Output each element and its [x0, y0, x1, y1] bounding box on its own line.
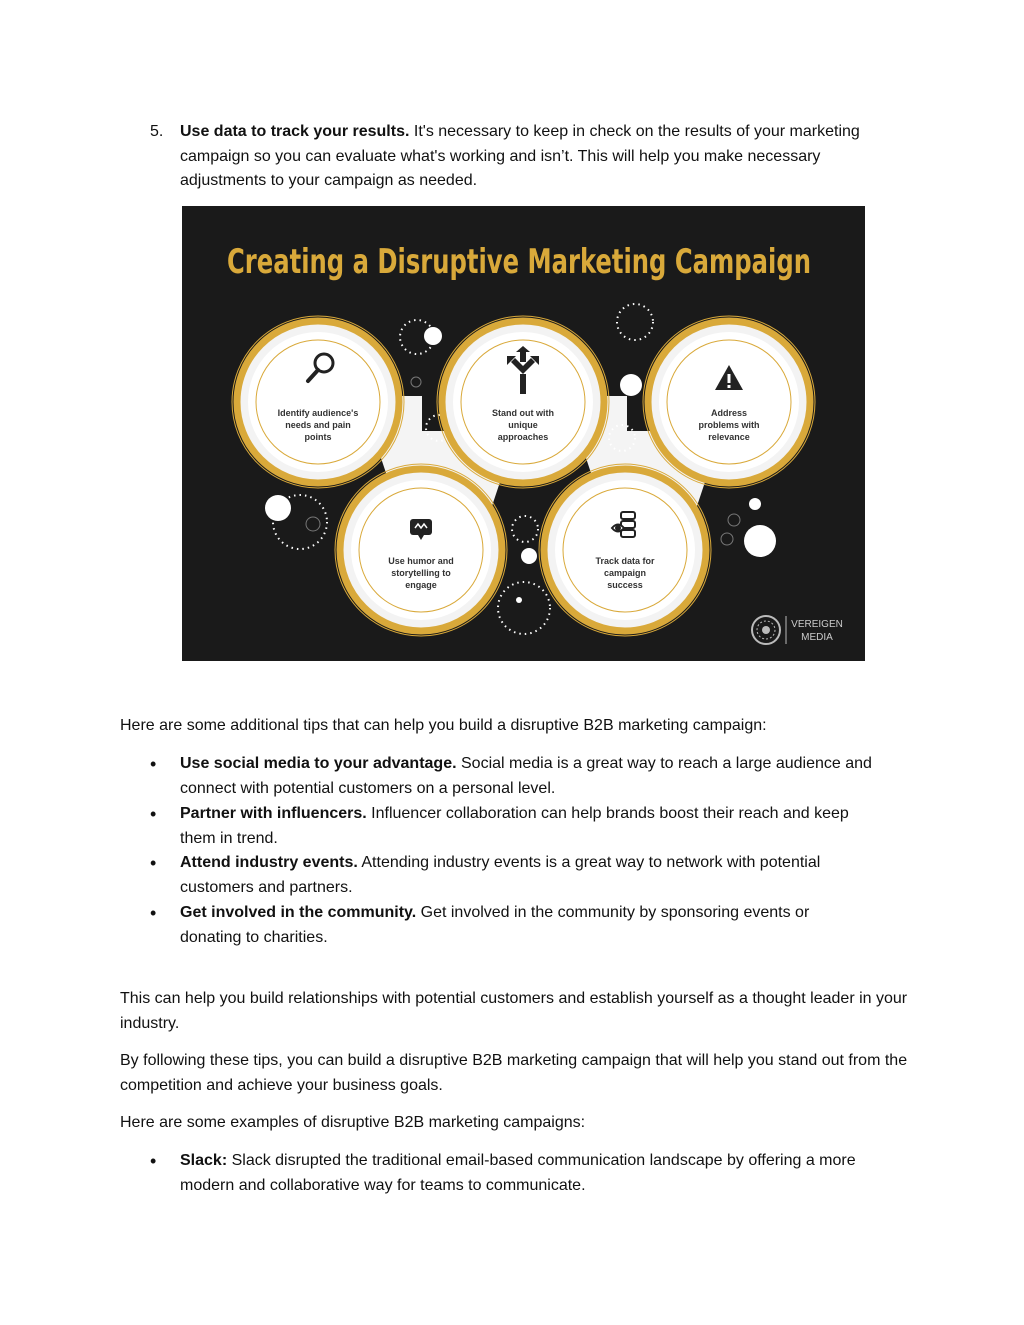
- step-label-line: Stand out with: [492, 408, 554, 418]
- paragraph: Here are some examples of disruptive B2B marketing campaigns:: [120, 1114, 586, 1131]
- bullet: •: [150, 903, 157, 923]
- list-item-bold: Slack:: [180, 1152, 228, 1169]
- item-number: 5.: [150, 123, 164, 140]
- step-label-line: approaches: [497, 432, 549, 442]
- step-label-line: unique: [508, 420, 538, 430]
- list-item-bold: Use social media to your advantage.: [180, 755, 457, 772]
- step-label-line: relevance: [708, 432, 750, 442]
- logo-line1: VEREIGEN: [791, 619, 843, 630]
- list-item-text: Influencer collaboration can help brands boost their reach and keep: [366, 805, 849, 822]
- step-label-line: Identify audience's: [277, 408, 359, 418]
- step-label-line: needs and pain: [285, 420, 351, 430]
- step-label-line: campaign: [603, 568, 647, 578]
- list-item-bold: Attend industry events.: [180, 854, 358, 871]
- step-label-line: points: [304, 432, 332, 442]
- logo-line2: MEDIA: [801, 632, 833, 643]
- tips-intro: Here are some additional tips that can help you build a disruptive B2B marketing campaign:: [120, 717, 767, 734]
- bullet: •: [150, 853, 157, 873]
- item-body: It's necessary to keep in check on the results of your marketing campaign so you can evaluate what's working and isn’t. This will help you make necessary adjustments to your campaign as needed.: [180, 123, 860, 189]
- bullet: •: [150, 804, 157, 824]
- paragraph: By following these tips, you can build a disruptive B2B marketing campaign that will help you stand out from the competition and achieve your business goals.: [120, 1052, 908, 1094]
- step-label-line: Address: [710, 408, 748, 418]
- item-bold: Use data to track your results.: [180, 123, 410, 140]
- bullet: •: [150, 754, 157, 774]
- paragraph: This can help you build relationships with potential customers and establish yourself as a thought leader in your industry.: [120, 990, 908, 1032]
- step-label-line: engage: [405, 580, 437, 590]
- list-item-text: Attending industry events is a great way to network with potential: [357, 854, 821, 871]
- step-label-line: Track data for: [595, 556, 655, 566]
- item-text: [180, 120, 905, 194]
- list-item-bold: Get involved in the community.: [180, 904, 417, 921]
- list-item-text: Get involved in the community by sponsoring events or: [416, 904, 810, 921]
- list-item-bold: Partner with influencers.: [180, 805, 367, 822]
- step-label-line: problems with: [698, 420, 760, 430]
- list-item-text: donating to charities.: [180, 928, 328, 946]
- list-item-text: Social media is a great way to reach a large audience and: [456, 755, 872, 772]
- list-item-text: connect with potential customers on a personal level.: [180, 779, 556, 797]
- list-item-text: them in trend.: [180, 829, 278, 847]
- infographic-image: [182, 206, 865, 661]
- list-item-text: customers and partners.: [180, 878, 353, 896]
- step-label-line: Use humor and: [388, 556, 454, 566]
- step-label-line: success: [607, 580, 643, 590]
- step-label-line: storytelling to: [391, 568, 451, 578]
- list-item-text: modern and collaborative way for teams to communicate.: [180, 1176, 586, 1194]
- list-item-text: Slack disrupted the traditional email-based communication landscape by offering a more: [227, 1152, 856, 1169]
- bullet: •: [150, 1151, 157, 1171]
- infographic-title: Creating a Disruptive Marketing Campaign: [227, 242, 811, 282]
